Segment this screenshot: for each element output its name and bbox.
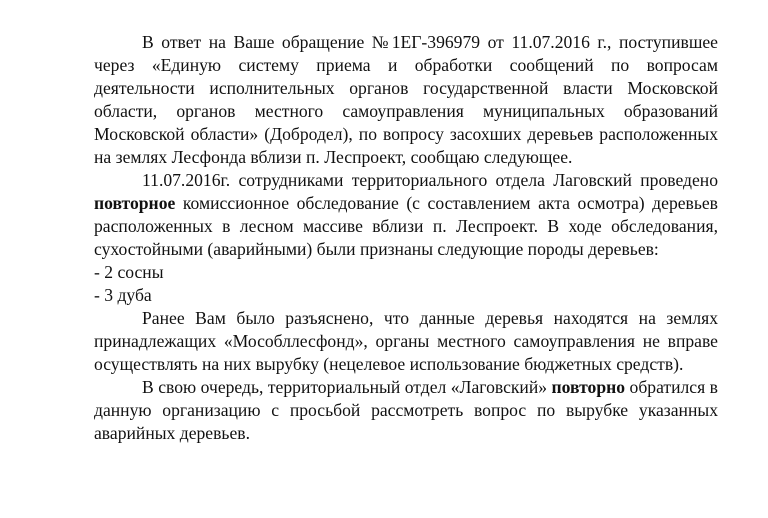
paragraph-conclusion <box>94 376 718 445</box>
inspection-text-end: комиссионное обследование (с составлением акта осмотра) деревьев расположенных в лесном массиве вблизи п. Леспроект. В ходе обследования, сухостойными (аварийными) были признаны следующие породы деревьев: <box>94 193 718 259</box>
list-item-pines: - 2 сосны <box>94 262 164 282</box>
list-item-oaks: - 3 дуба <box>94 285 152 305</box>
conclusion-text-start: В свою очередь, территориальный отдел «Лаговский» <box>142 377 552 397</box>
paragraph-inspection <box>94 169 718 261</box>
bold-again-word: повторно <box>551 377 626 397</box>
paragraph-explanation: Ранее Вам было разъяснено, что данные деревья находятся на землях принадлежащих «Мособллесфонд», органы местного самоуправления не вправе осуществлять на них вырубку (нецелевое использование бюджетных средств). <box>94 308 718 374</box>
paragraph-intro: В ответ на Ваше обращение №1ЕГ-396979 от 11.07.2016 г., поступившее через «Единую систему приема и обработки сообщений по вопросам деятельности исполнительных органов государственной власти Московской области, органов местного самоуправления муниципальных образований Московской области» (Добродел), по вопросу засохших деревьев расположенных на землях Лесфонда вблизи п. Леспроект, сообщаю следующее. <box>94 32 718 167</box>
conclusion-text-end: обратился в данную организацию с просьбой рассмотреть вопрос по вырубке указанных аварийных деревьев. <box>94 377 718 443</box>
letter-body <box>94 31 718 445</box>
bold-repeated-word: повторное <box>94 193 176 213</box>
inspection-text-start: 11.07.2016г. сотрудниками территориального отдела Лаговский проведено <box>142 170 718 190</box>
